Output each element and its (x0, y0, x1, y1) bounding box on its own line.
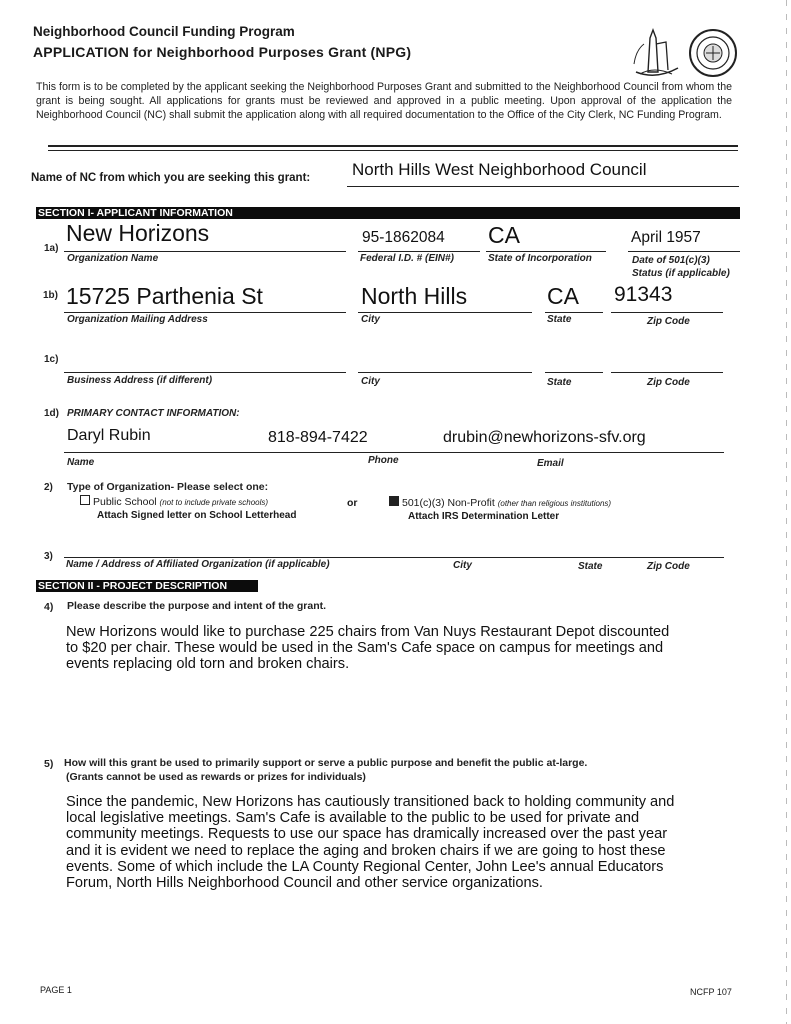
public-school-note: (not to include private schools) (159, 498, 269, 507)
city-hall-logo (626, 22, 684, 80)
header-divider (48, 145, 738, 147)
q4-question: Please describe the purpose and intent of the grant. (67, 600, 327, 612)
nonprofit-checkbox[interactable] (389, 496, 399, 506)
business-city-line (358, 372, 532, 373)
org-name-label: Organization Name (67, 253, 159, 264)
zip-value: 91343 (614, 283, 673, 306)
nc-label: Name of NC from which you are seeking this grant: (31, 172, 311, 184)
contact-name-value: Daryl Rubin (67, 427, 151, 444)
q5-answer-line: and it is evident we need to replace the aging and broken chairs if we are going to host these (66, 842, 666, 859)
nonprofit-option[interactable] (389, 496, 611, 509)
org-type-question: Type of Organization- Please select one: (67, 481, 269, 493)
q5-answer-line: Since the pandemic, New Horizons has cautiously transitioned back to holding community and (66, 794, 675, 810)
date-501-label-2: Status (if applicable) (632, 268, 730, 279)
public-school-option[interactable] (80, 495, 268, 508)
scan-edge (786, 0, 787, 1024)
q5-answer-line: events. Some of which include the LA County Regional Center, John Lee's annual Educators (66, 858, 664, 875)
affiliated-state-label: State (578, 561, 603, 572)
nc-underline (347, 186, 739, 187)
section2-header (36, 580, 258, 592)
public-school-label: Public School (93, 496, 157, 508)
business-zip-line (611, 372, 723, 373)
or-label: or (347, 497, 358, 509)
contact-heading: PRIMARY CONTACT INFORMATION: (67, 408, 240, 419)
header-divider-thin (48, 150, 738, 151)
q5-answer-line: community meetings. Requests to use our space has dramically increased over the past year (66, 826, 668, 843)
business-state-label: State (547, 377, 572, 388)
row-3-number: 3) (44, 551, 53, 562)
org-name-line (64, 251, 346, 252)
q5-question: How will this grant be used to primarily support or serve a public purpose and benefit the public at-large. (64, 757, 588, 769)
nonprofit-note: (other than religious institutions) (497, 499, 612, 508)
affiliated-line (64, 557, 724, 558)
q5-answer-line: local legislative meetings. Sam's Cafe is available to the public to be used for private and (66, 810, 640, 827)
state-label: State (547, 314, 572, 325)
nonprofit-label: 501(c)(3) Non-Profit (402, 497, 495, 509)
contact-phone-label: Phone (368, 455, 399, 466)
row-1b-number: 1b) (43, 290, 58, 301)
row-2-number: 2) (44, 482, 53, 493)
state-value: CA (547, 283, 579, 309)
business-zip-label: Zip Code (647, 377, 690, 388)
intro-paragraph: This form is to be completed by the applicant seeking the Neighborhood Purposes Grant and submitted to the Neighborhood Council from whom the grant is being sought. All applications for grants must be reviewed and approved in a public meeting. Upon approval of the application the Neighborhood Council (NC) shall submit the application along with all required documentation to the Office of the City Clerk, NC Funding Program. (36, 81, 732, 121)
section1-title: SECTION I- APPLICANT INFORMATION (38, 207, 233, 219)
nc-name-value: North Hills West Neighborhood Council (352, 160, 647, 179)
date-501-line (628, 251, 740, 252)
affiliated-city-label: City (453, 560, 472, 571)
q4-answer-line: New Horizons would like to purchase 225 chairs from Van Nuys Restaurant Depot discounted (66, 624, 670, 640)
business-address-label: Business Address (if different) (67, 375, 213, 386)
q5-answer (66, 794, 674, 891)
city-line (358, 312, 532, 313)
state-inc-line (486, 251, 606, 252)
ein-line (358, 251, 480, 252)
business-address-line (64, 372, 346, 373)
page-number: PAGE 1 (40, 985, 72, 995)
form-id: NCFP 107 (690, 987, 732, 997)
mailing-address-line (64, 312, 346, 313)
affiliated-name-label: Name / Address of Affiliated Organization (if applicable) (66, 559, 330, 570)
mailing-address-label: Organization Mailing Address (67, 314, 208, 325)
q5-number: 5) (44, 758, 54, 770)
contact-phone-value: 818-894-7422 (268, 429, 368, 446)
nonprofit-attach: Attach IRS Determination Letter (408, 511, 560, 522)
zip-line (611, 312, 723, 313)
date-501-label: Date of 501(c)(3) (632, 255, 710, 266)
q4-answer-line: events replacing old torn and broken chairs. (66, 656, 350, 673)
mailing-address-value: 15725 Parthenia St (66, 283, 263, 309)
org-name-value: New Horizons (66, 220, 210, 246)
contact-name-label: Name (67, 457, 95, 468)
state-inc-label: State of Incorporation (488, 253, 592, 264)
ein-value: 95-1862084 (362, 229, 445, 246)
ein-label: Federal I.D. # (EIN#) (360, 253, 454, 264)
city-label: City (361, 314, 380, 325)
city-value: North Hills (361, 283, 468, 309)
public-school-attach: Attach Signed letter on School Letterhead (97, 510, 297, 521)
row-1c-number: 1c) (44, 354, 59, 365)
state-inc-value: CA (488, 222, 520, 248)
section1-header (36, 207, 740, 219)
contact-email-value: drubin@newhorizons-sfv.org (443, 429, 646, 446)
business-city-label: City (361, 376, 380, 387)
city-seal-logo (688, 28, 738, 78)
state-line (545, 312, 603, 313)
row-1a-number: 1a) (44, 243, 59, 254)
section2-title: SECTION II - PROJECT DESCRIPTION (38, 580, 228, 592)
form-title: APPLICATION for Neighborhood Purposes Grant (NPG) (33, 44, 412, 60)
program-title: Neighborhood Council Funding Program (33, 24, 295, 39)
affiliated-zip-label: Zip Code (647, 561, 690, 572)
q5-answer-line: Forum, North Hills Neighborhood Council and other service organizations. (66, 875, 543, 892)
business-state-line (545, 372, 603, 373)
q4-answer (66, 624, 669, 673)
contact-line (64, 452, 724, 453)
q4-answer-line: to $20 per chair. These would be used in the Sam's Cafe space on campus for meetings and (66, 640, 664, 657)
row-1d-number: 1d) (44, 408, 59, 419)
date-501-value: April 1957 (631, 229, 701, 246)
zip-label: Zip Code (647, 316, 690, 327)
contact-email-label: Email (537, 458, 564, 469)
q4-number: 4) (44, 601, 54, 613)
public-school-checkbox[interactable] (80, 495, 90, 505)
q5-question-note: (Grants cannot be used as rewards or prizes for individuals) (66, 771, 366, 783)
